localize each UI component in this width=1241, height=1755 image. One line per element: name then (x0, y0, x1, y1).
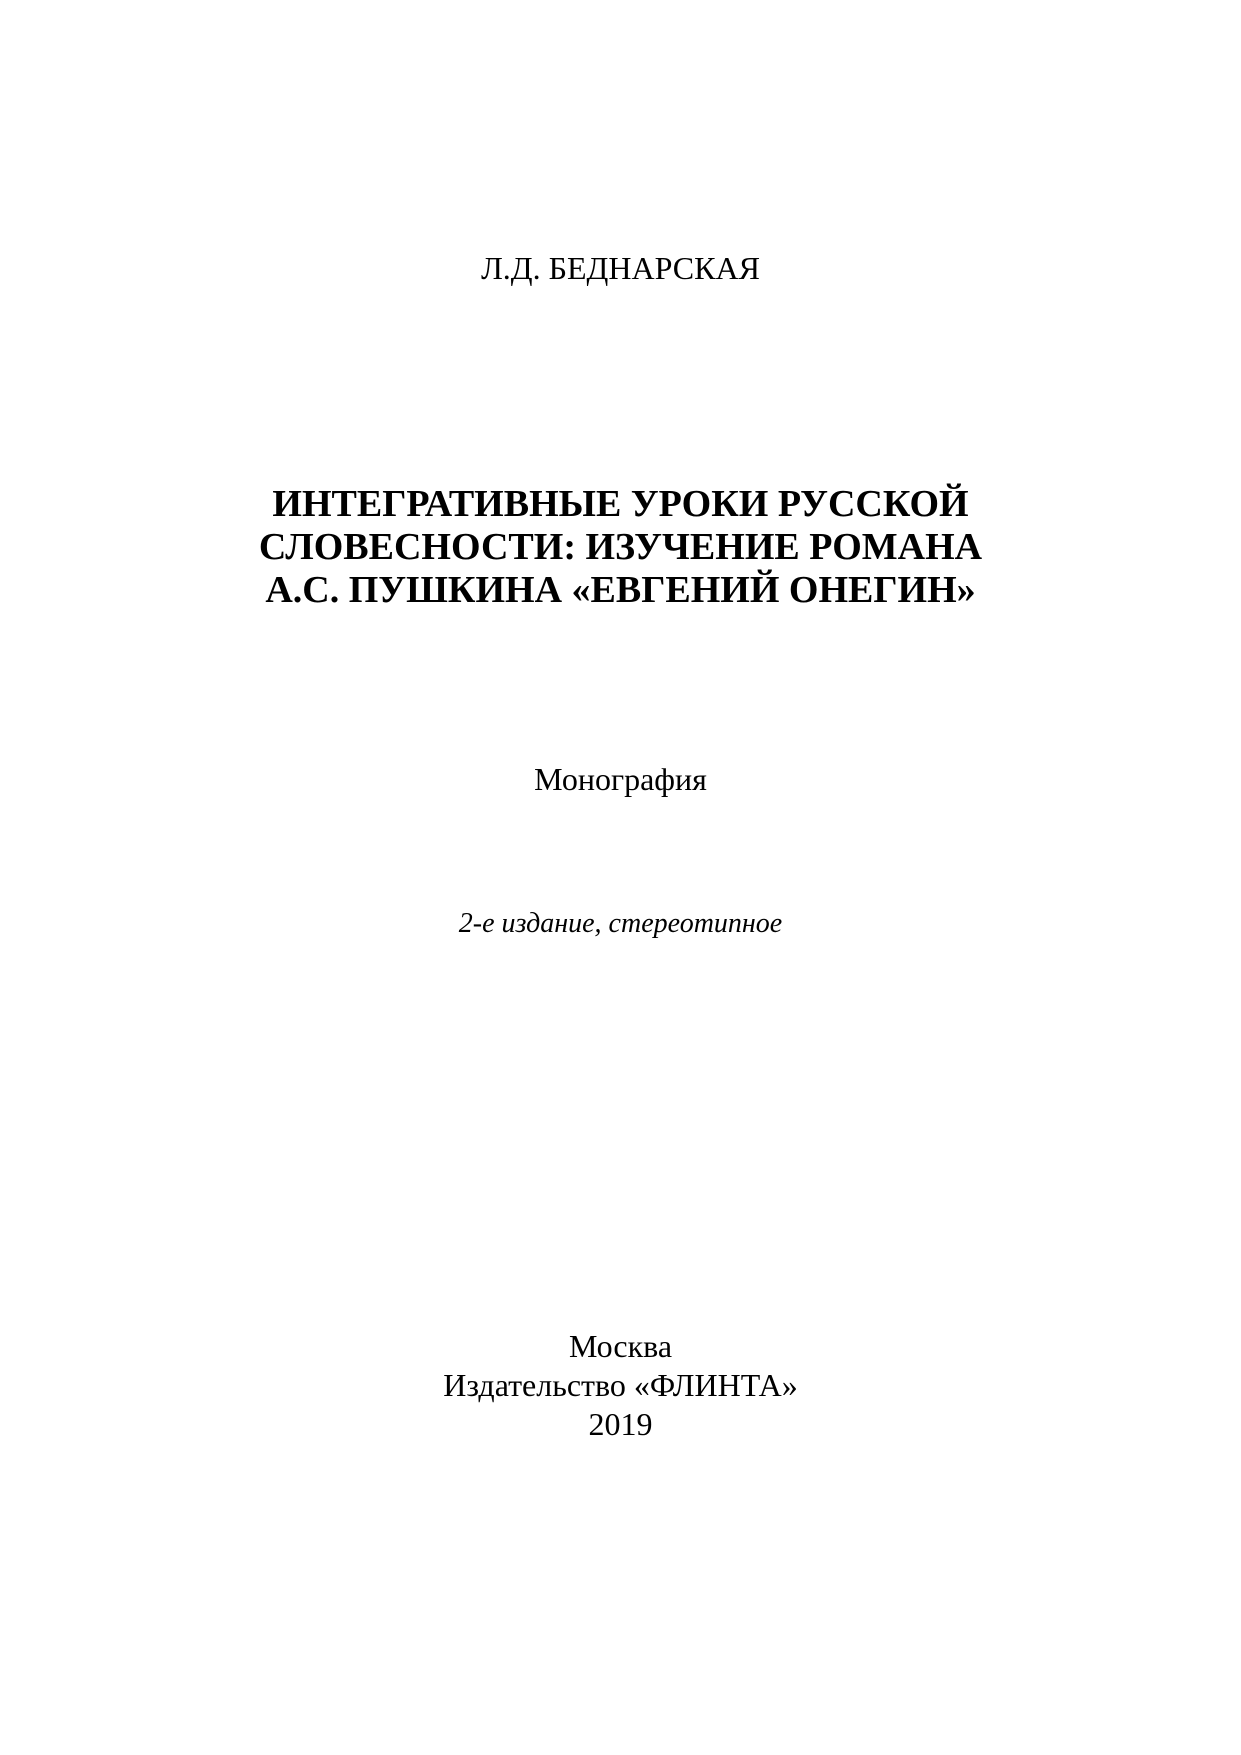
author-name: Л.Д. БЕДНАРСКАЯ (481, 250, 760, 286)
imprint-year: 2019 (588, 1406, 653, 1442)
book-title-line-2: СЛОВЕСНОСТИ: ИЗУЧЕНИЕ РОМАНА (258, 526, 983, 568)
book-title-line-1: ИНТЕГРАТИВНЫЕ УРОКИ РУССКОЙ (272, 483, 969, 525)
imprint (0, 1327, 1241, 1444)
imprint-city: Москва (568, 1328, 673, 1364)
genre-label: Монография (534, 761, 707, 797)
book-title-line-3: А.С. ПУШКИНА «ЕВГЕНИЙ ОНЕГИН» (265, 569, 976, 611)
book-title (0, 483, 1241, 612)
imprint-publisher: Издательство «ФЛИНТА» (443, 1367, 798, 1403)
edition-note: 2-е издание, стереотипное (458, 908, 783, 939)
